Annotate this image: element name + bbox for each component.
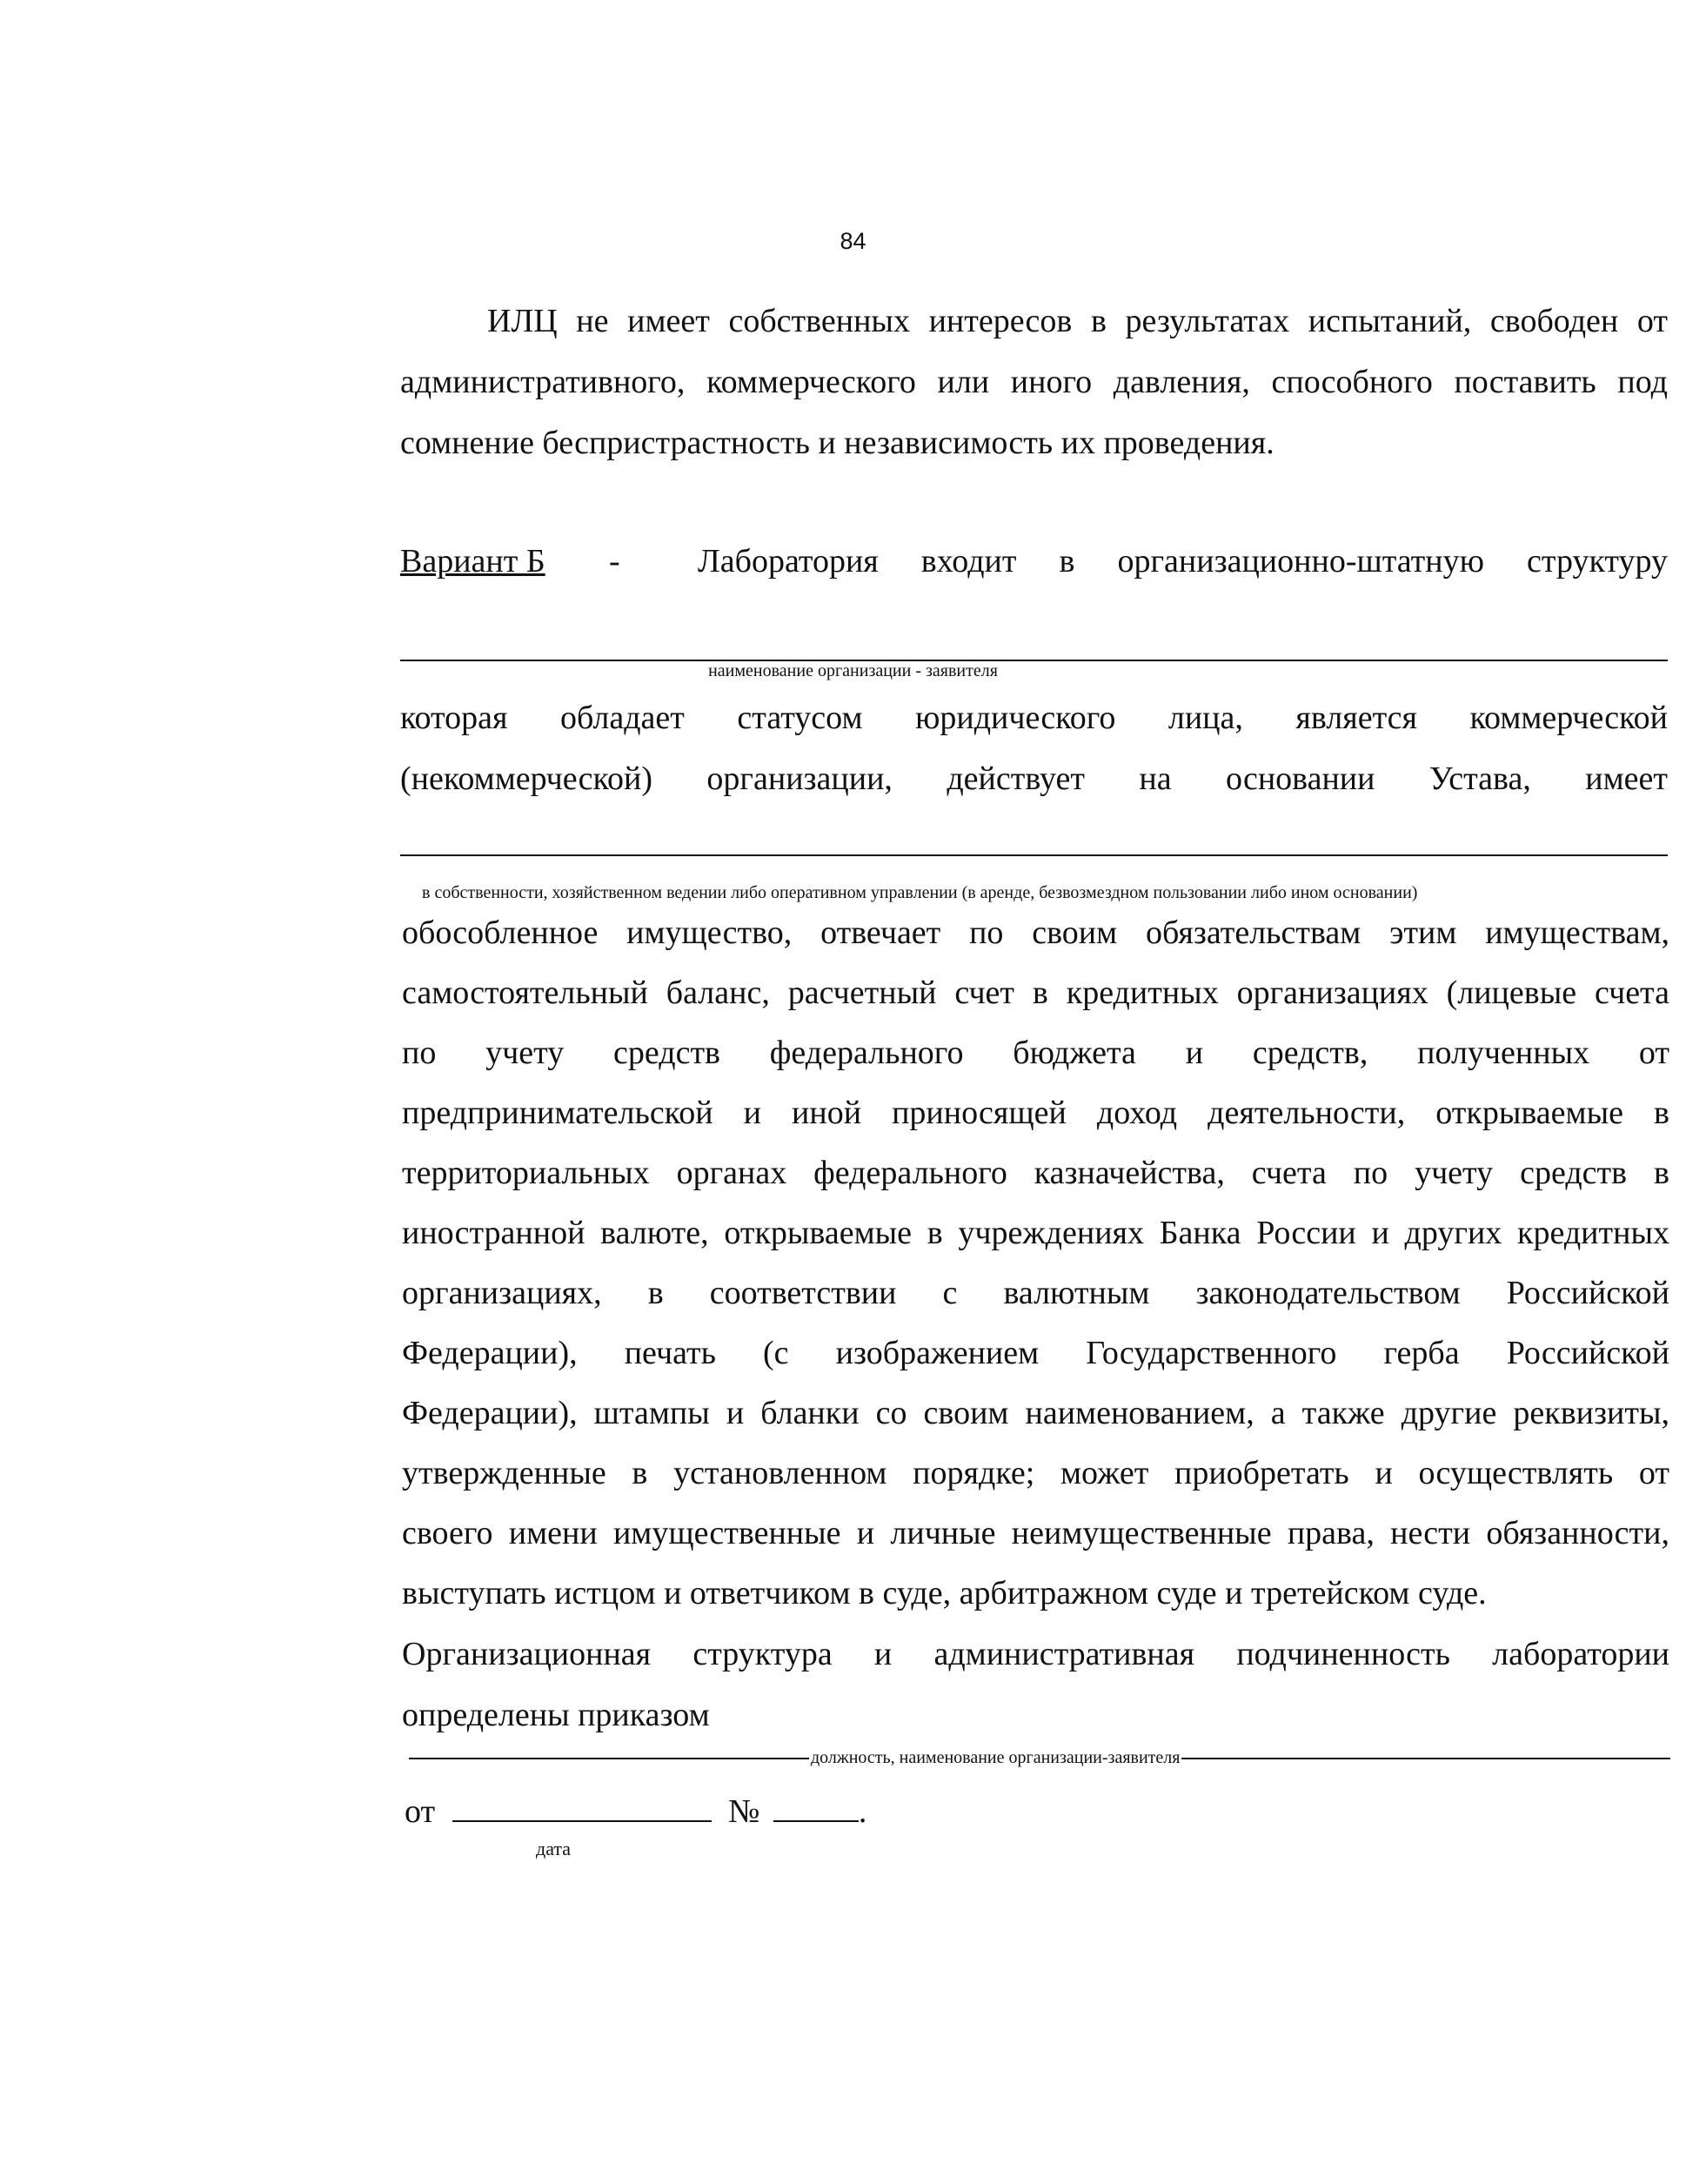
- para3-line-10: утвержденные в установленном порядке; может приобретать и осуществлять от: [402, 1455, 1669, 1491]
- variant-text: [698, 545, 1668, 578]
- date-blank: [452, 1794, 712, 1822]
- para1-line-2: административного, коммерческого или иного давления, способного поставить под: [400, 364, 1668, 400]
- para3-line-3: по учету средств федерального бюджета и средств, полученных от: [402, 1035, 1669, 1071]
- para3-line-12: выступать истцом и ответчиком в суде, арбитражном суде и третейском суде.: [402, 1575, 1487, 1611]
- caption-date: дата: [536, 1838, 572, 1859]
- para3-line-1: обособленное имущество, отвечает по своим обязательствам этим имуществам,: [402, 914, 1669, 951]
- variant-word: входит: [920, 543, 1017, 579]
- para1-line-1: ИЛЦ не имеет собственных интересов в результатах испытаний, свободен от: [487, 303, 1668, 339]
- para3-line-8: Федерации), печать (с изображением Государственного герба Российской: [402, 1335, 1669, 1371]
- para3-line-4: предпринимательской и иной приносящей доход деятельности, открываемые в: [402, 1095, 1669, 1131]
- page-number: 84: [840, 228, 866, 254]
- para3-line-9: Федерации), штампы и бланки со своим наименованием, а также другие реквизиты,: [402, 1395, 1669, 1431]
- para2-line-2: (некоммерческой) организации, действует на основании Устава, имеет: [400, 760, 1668, 797]
- variant-title: Вариант Б: [400, 543, 545, 579]
- para2-line-1: которая обладает статусом юридического лица, является коммерческой: [400, 700, 1668, 736]
- caption-org-name: наименование организации - заявителя: [708, 661, 998, 680]
- ownership-blank: [400, 854, 1668, 856]
- number-sign: №: [728, 1793, 760, 1830]
- variant-word: организационно-штатную: [1117, 543, 1485, 579]
- para1-line-3: сомнение беспристрастность и независимость их проведения.: [400, 425, 1274, 461]
- variant-word: в: [1059, 543, 1075, 579]
- caption-position: должность, наименование организации-заявителя: [811, 1748, 1181, 1767]
- variant-label: [400, 545, 545, 578]
- para3-line-6: иностранной валюте, открываемые в учреждениях Банка России и других кредитных: [402, 1215, 1669, 1251]
- para3-line-5: территориальных органах федерального казначейства, счета по учету средств в: [402, 1155, 1669, 1191]
- org-name-blank: [400, 660, 1668, 661]
- para4-line-2: определены приказом: [402, 1697, 710, 1733]
- variant-word: Лаборатория: [698, 543, 879, 579]
- para4-line-1: Организационная структура и административная подчиненность лаборатории: [402, 1636, 1669, 1672]
- variant-word: структуру: [1527, 543, 1669, 579]
- end-dot: .: [858, 1793, 867, 1830]
- from-label: от: [405, 1793, 436, 1830]
- para3-line-11: своего имени имущественные и личные неимущественные права, нести обязанности,: [402, 1515, 1669, 1551]
- order-line: [405, 1794, 866, 1828]
- number-blank: [773, 1794, 859, 1822]
- variant-dash: -: [609, 543, 620, 579]
- para3-line-7: организациях, в соответствии с валютным законодательством Российской: [402, 1275, 1669, 1311]
- para3-line-2: самостоятельный баланс, расчетный счет в кредитных организациях (лицевые счета: [402, 975, 1669, 1011]
- caption-ownership: в собственности, хозяйственном ведении либо оперативном управлении (в аренде, безвозмездном пользовании либо ином основании): [422, 883, 1418, 902]
